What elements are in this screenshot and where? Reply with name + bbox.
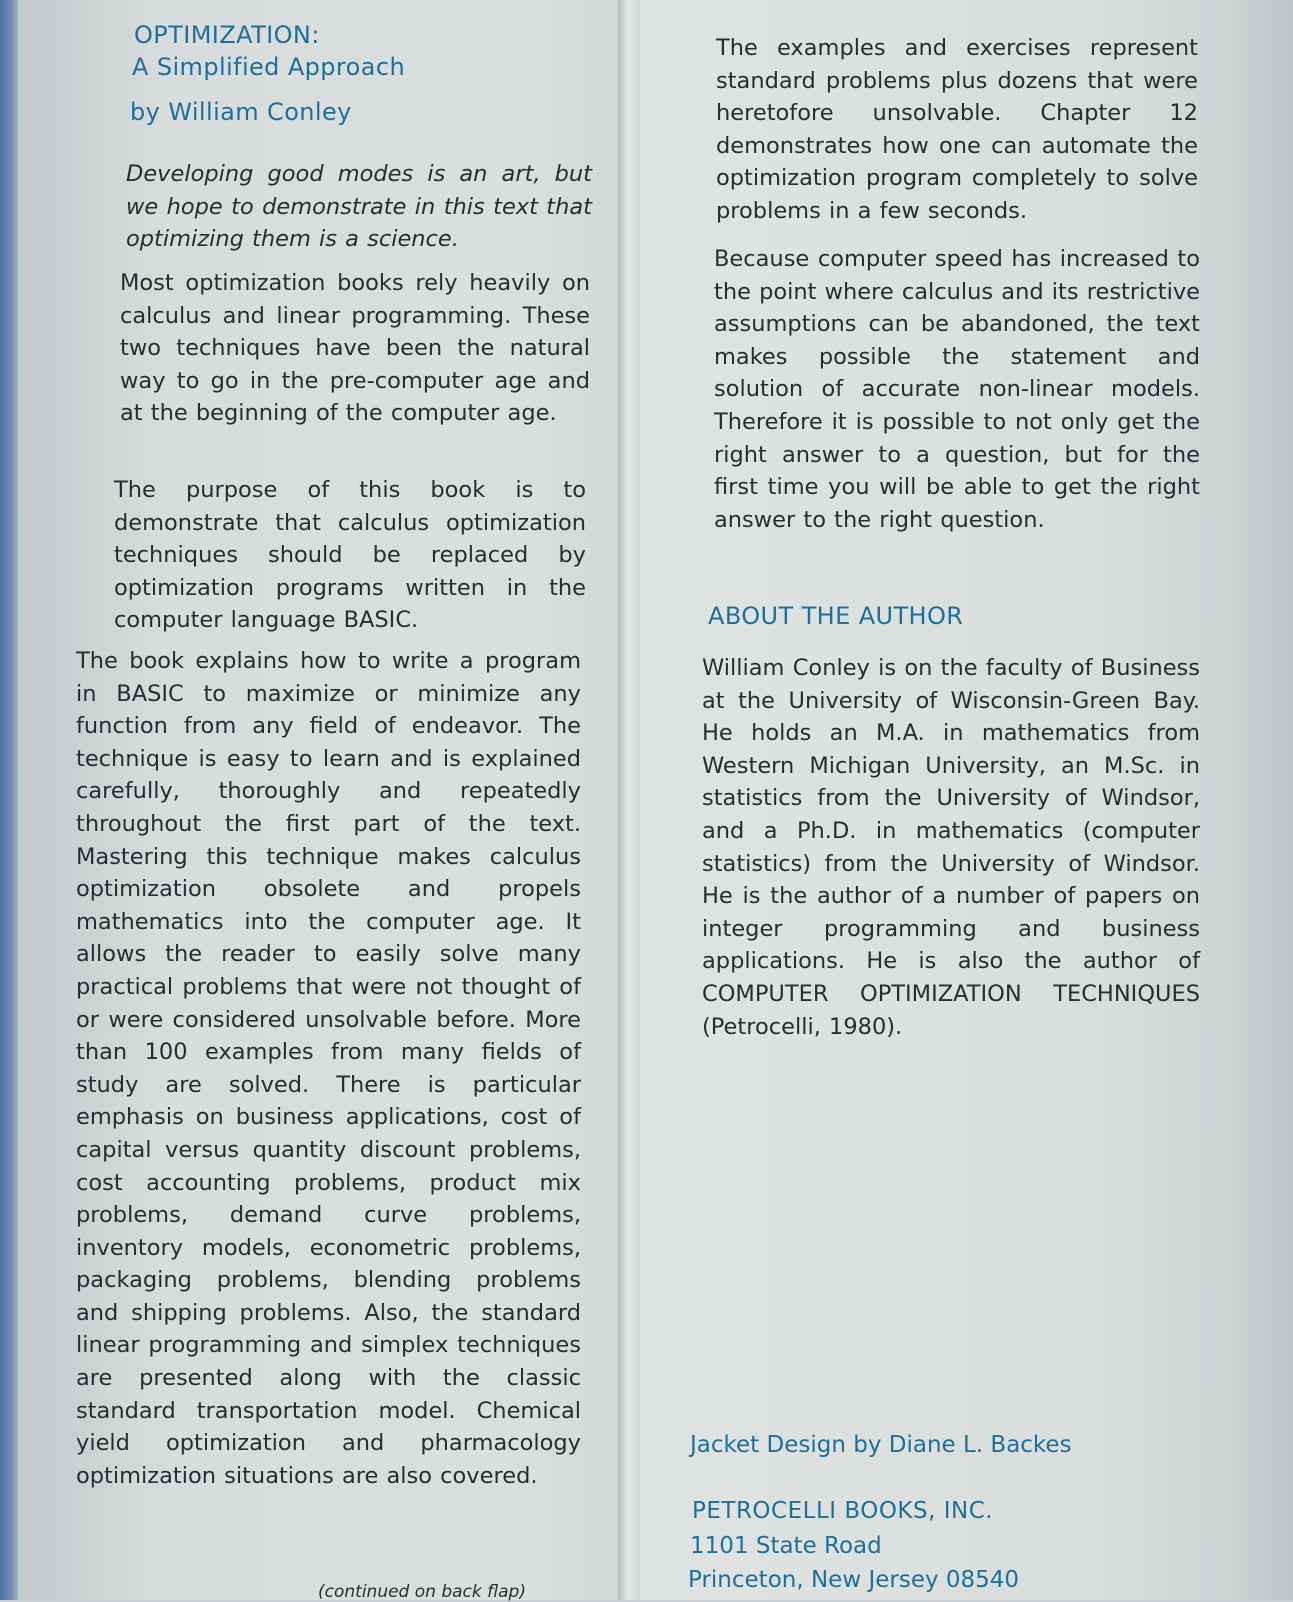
book-title: OPTIMIZATION: — [134, 21, 320, 49]
publisher-name: PETROCELLI BOOKS, INC. — [692, 1498, 994, 1524]
front-paragraph-1: Most optimization books rely heavily on calculus and linear programming. These two techniques have been the natural way to go in the pre-computer age and at the beginning of the computer age. — [120, 270, 590, 427]
back-paragraph-1: The examples and exercises represent standard problems plus dozens that were heretofore unsolvable. Chapter 12 demonstrates how one can automate the optimization program completely to solve problems in a few seconds. — [716, 35, 1198, 224]
jacket-design-credit: Jacket Design by Diane L. Backes — [690, 1432, 1072, 1458]
front-paragraph-2: The purpose of this book is to demonstrate that calculus optimization techniques should be replaced by optimization programs written in the computer language BASIC. — [114, 477, 586, 634]
about-author-text: William Conley is on the faculty of Business at the University of Wisconsin-Green Bay. He holds an M.A. in mathematics from Western Michigan University, an M.Sc. in statistics from the University of Windsor, and a Ph.D. in mathematics (computer statistics) from the University of Windsor. He is the author of a number of papers on integer programming and business applications. He is also the author of COMPUTER OPTIMIZATION TECHNIQUES (Petrocelli, 1980). — [702, 655, 1200, 1040]
about-author-heading: ABOUT THE AUTHOR — [708, 602, 964, 630]
back-flap — [640, 0, 1293, 1600]
page-fold — [618, 0, 640, 1600]
front-flap — [18, 0, 618, 1600]
continued-note: (continued on back flap) — [318, 1582, 526, 1602]
front-paragraph-3: The book explains how to write a program in BASIC to maximize or minimize any function from any field of endeavor. The technique is easy to learn and is explained carefully, thoroughly and repeatedly throughout the first part of the text. Mastering this technique makes calculus optimization obsolete and propels mathematics into the computer age. It allows the reader to easily solve many practical problems that were not thought of or were considered unsolvable before. More than 100 examples from many fields of study are solved. There is particular emphasis on business applications, cost of capital versus quantity discount problems, cost accounting problems, product mix problems, demand curve problems, inventory models, econometric problems, packaging problems, blending problems and shipping problems. Also, the standard linear programming and simplex techniques are presented along with the classic standard transportation model. Chemical yield optimization and pharmacology optimization situations are also covered. — [76, 648, 581, 1489]
publisher-address-city: Princeton, New Jersey 08540 — [688, 1567, 1020, 1593]
book-cover-edge — [0, 0, 18, 1600]
publisher-address-street: 1101 State Road — [690, 1533, 882, 1559]
back-paragraph-2: Because computer speed has increased to the point where calculus and its restrictive assumptions can be abandoned, the text makes possible the statement and solution of accurate non-linear models. Therefore it is possible to not only get the right answer to a question, but for the first time you will be able to get the right answer to the right question. — [714, 246, 1200, 533]
book-subtitle: A Simplified Approach — [132, 53, 406, 81]
epigraph-quote: Developing good modes is an art, but we hope to demonstrate in this text that optimizing them is a science. — [126, 161, 592, 253]
book-author: by William Conley — [130, 98, 352, 126]
